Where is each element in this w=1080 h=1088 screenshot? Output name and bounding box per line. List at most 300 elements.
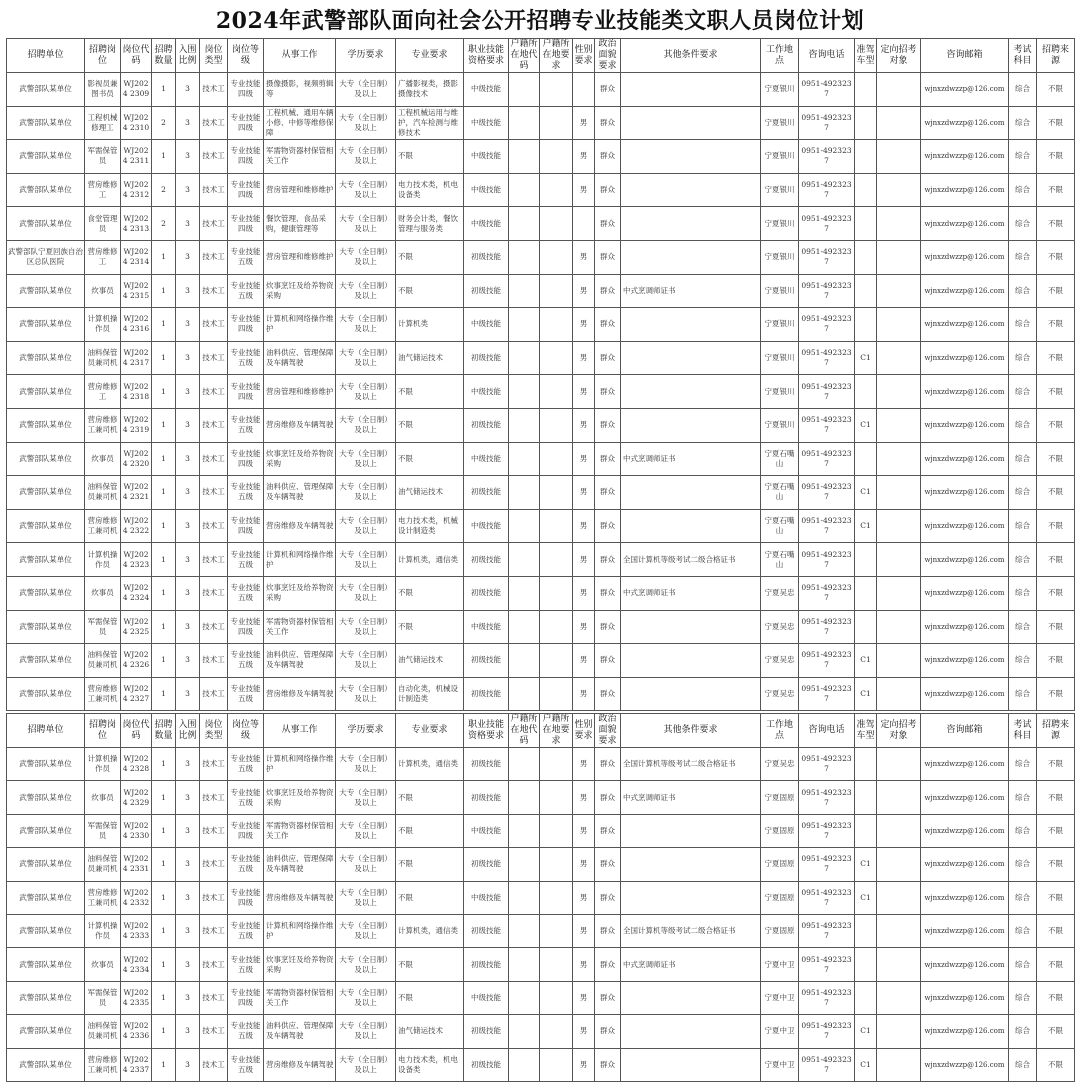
cell-license-type: C1 (855, 341, 877, 375)
cell-education: 大专（全日制）及以上 (336, 948, 396, 981)
cell-count: 1 (152, 1015, 176, 1048)
cell-source: 不限 (1037, 240, 1075, 274)
cell-gender: 男 (573, 408, 595, 442)
cell-hukou-code (509, 677, 540, 711)
cell-license-type: C1 (855, 848, 877, 881)
cell-education: 大专（全日制）及以上 (336, 677, 396, 711)
cell-post-level: 专业技能五级 (228, 677, 264, 711)
table-row (7, 610, 1075, 644)
cell-ratio: 3 (176, 677, 200, 711)
cell-code: WJ2024 2315 (121, 274, 152, 308)
cell-code: WJ2024 2317 (121, 341, 152, 375)
cell-unit: 武警部队某单位 (7, 610, 85, 644)
cell-license-type (855, 207, 877, 241)
table-row (7, 442, 1075, 476)
cell-other-requirements: 中式烹调师证书 (621, 442, 761, 476)
cell-gender: 男 (573, 748, 595, 781)
header-row (7, 714, 1075, 748)
cell-major: 不限 (396, 781, 464, 814)
cell-post-type: 技术工 (200, 1048, 228, 1081)
cell-work-location: 宁夏固原 (761, 914, 799, 947)
header-political-status: 政治面貌要求 (595, 39, 621, 73)
cell-phone: 0951-4923237 (799, 881, 855, 914)
cell-gender: 男 (573, 274, 595, 308)
cell-major: 油气储运技术 (396, 1015, 464, 1048)
cell-code: WJ2024 2311 (121, 140, 152, 174)
cell-count: 1 (152, 308, 176, 342)
cell-gender: 男 (573, 814, 595, 847)
cell-skill-qualification: 中级技能 (464, 140, 509, 174)
cell-ratio: 3 (176, 408, 200, 442)
cell-post: 炊事员 (85, 576, 121, 610)
cell-work-location: 宁夏固原 (761, 781, 799, 814)
cell-major: 不限 (396, 848, 464, 881)
cell-source: 不限 (1037, 781, 1075, 814)
header-targeted-candidates: 定向招考对象 (877, 714, 921, 748)
header-hukou-requirement: 户籍所在地要求 (540, 39, 573, 73)
cell-code: WJ2024 2325 (121, 610, 152, 644)
cell-targeted-candidates (877, 948, 921, 981)
cell-email: wjnxzdwzzp@126.com (921, 308, 1009, 342)
cell-email: wjnxzdwzzp@126.com (921, 814, 1009, 847)
cell-post-type: 技术工 (200, 442, 228, 476)
cell-major: 不限 (396, 442, 464, 476)
cell-hukou-code (509, 576, 540, 610)
cell-targeted-candidates (877, 610, 921, 644)
cell-hukou-code (509, 341, 540, 375)
cell-hukou-code (509, 1015, 540, 1048)
cell-other-requirements: 中式烹调师证书 (621, 781, 761, 814)
cell-other-requirements (621, 173, 761, 207)
cell-work: 餐饮管理、食品采购，健康管理等 (264, 207, 336, 241)
cell-phone: 0951-4923237 (799, 240, 855, 274)
cell-education: 大专（全日制）及以上 (336, 173, 396, 207)
cell-post-level: 专业技能五级 (228, 1048, 264, 1081)
cell-post: 营房维修工 (85, 240, 121, 274)
cell-post-type: 技术工 (200, 677, 228, 711)
cell-unit: 武警部队某单位 (7, 1015, 85, 1048)
cell-post-level: 专业技能四级 (228, 509, 264, 543)
cell-exam-subject: 综合 (1009, 981, 1037, 1014)
cell-code: WJ2024 2320 (121, 442, 152, 476)
cell-phone: 0951-4923237 (799, 375, 855, 409)
cell-work-location: 宁夏中卫 (761, 1048, 799, 1081)
cell-ratio: 3 (176, 543, 200, 577)
cell-gender: 男 (573, 240, 595, 274)
table-row (7, 408, 1075, 442)
cell-post-type: 技术工 (200, 848, 228, 881)
cell-post: 营房维修工兼司机 (85, 509, 121, 543)
cell-gender: 男 (573, 1048, 595, 1081)
cell-education: 大专（全日制）及以上 (336, 543, 396, 577)
cell-license-type (855, 173, 877, 207)
header-post-type: 岗位类型 (200, 39, 228, 73)
cell-post-level: 专业技能五级 (228, 948, 264, 981)
cell-work-location: 宁夏石嘴山 (761, 543, 799, 577)
cell-phone: 0951-4923237 (799, 173, 855, 207)
cell-exam-subject: 综合 (1009, 240, 1037, 274)
cell-email: wjnxzdwzzp@126.com (921, 173, 1009, 207)
cell-major: 不限 (396, 814, 464, 847)
cell-skill-qualification: 初级技能 (464, 1048, 509, 1081)
cell-post-level: 专业技能四级 (228, 106, 264, 140)
cell-unit: 武警部队某单位 (7, 173, 85, 207)
cell-hukou-code (509, 375, 540, 409)
cell-count: 1 (152, 814, 176, 847)
cell-education: 大专（全日制）及以上 (336, 1015, 396, 1048)
header-post-type: 岗位类型 (200, 714, 228, 748)
cell-email: wjnxzdwzzp@126.com (921, 781, 1009, 814)
header-code: 岗位代码 (121, 39, 152, 73)
cell-work: 军需物资器材保管相关工作 (264, 981, 336, 1014)
cell-post-type: 技术工 (200, 543, 228, 577)
cell-license-type (855, 106, 877, 140)
cell-post: 油料保管员兼司机 (85, 644, 121, 678)
cell-license-type (855, 308, 877, 342)
cell-code: WJ2024 2316 (121, 308, 152, 342)
cell-work: 计算机和网络操作维护 (264, 308, 336, 342)
cell-hukou-requirement (540, 576, 573, 610)
cell-email: wjnxzdwzzp@126.com (921, 1015, 1009, 1048)
cell-work-location: 宁夏石嘴山 (761, 442, 799, 476)
cell-email: wjnxzdwzzp@126.com (921, 610, 1009, 644)
table-row (7, 173, 1075, 207)
cell-post-level: 专业技能五级 (228, 848, 264, 881)
cell-phone: 0951-4923237 (799, 140, 855, 174)
cell-hukou-requirement (540, 848, 573, 881)
cell-ratio: 3 (176, 207, 200, 241)
cell-count: 1 (152, 341, 176, 375)
header-license-type: 准驾车型 (855, 39, 877, 73)
cell-skill-qualification: 初级技能 (464, 677, 509, 711)
cell-education: 大专（全日制）及以上 (336, 408, 396, 442)
cell-work: 油料供应、管理保障及车辆驾驶 (264, 848, 336, 881)
cell-skill-qualification: 中级技能 (464, 375, 509, 409)
cell-ratio: 3 (176, 240, 200, 274)
cell-phone: 0951-4923237 (799, 408, 855, 442)
cell-count: 1 (152, 375, 176, 409)
header-unit: 招聘单位 (7, 39, 85, 73)
cell-gender: 男 (573, 341, 595, 375)
cell-count: 1 (152, 240, 176, 274)
cell-phone: 0951-4923237 (799, 509, 855, 543)
cell-ratio: 3 (176, 848, 200, 881)
header-gender: 性别要求 (573, 714, 595, 748)
cell-political-status: 群众 (595, 509, 621, 543)
cell-exam-subject: 综合 (1009, 173, 1037, 207)
cell-license-type (855, 914, 877, 947)
cell-gender: 男 (573, 848, 595, 881)
cell-hukou-requirement (540, 207, 573, 241)
cell-unit: 武警部队某单位 (7, 576, 85, 610)
table-row (7, 848, 1075, 881)
cell-skill-qualification: 初级技能 (464, 408, 509, 442)
header-row (7, 39, 1075, 73)
cell-work-location: 宁夏固原 (761, 814, 799, 847)
cell-exam-subject: 综合 (1009, 610, 1037, 644)
cell-targeted-candidates (877, 848, 921, 881)
cell-education: 大专（全日制）及以上 (336, 106, 396, 140)
cell-post-type: 技术工 (200, 948, 228, 981)
cell-skill-qualification: 初级技能 (464, 476, 509, 510)
cell-count: 1 (152, 948, 176, 981)
cell-phone: 0951-4923237 (799, 106, 855, 140)
cell-phone: 0951-4923237 (799, 981, 855, 1014)
cell-work-location: 宁夏中卫 (761, 981, 799, 1014)
cell-work: 营房维修及车辆驾驶 (264, 1048, 336, 1081)
cell-targeted-candidates (877, 442, 921, 476)
cell-license-type: C1 (855, 509, 877, 543)
cell-post-type: 技术工 (200, 781, 228, 814)
cell-work: 炊事烹饪及给养物资采购 (264, 274, 336, 308)
cell-work-location: 宁夏银川 (761, 106, 799, 140)
cell-targeted-candidates (877, 341, 921, 375)
cell-targeted-candidates (877, 509, 921, 543)
cell-exam-subject: 综合 (1009, 848, 1037, 881)
cell-code: WJ2024 2330 (121, 814, 152, 847)
cell-other-requirements (621, 881, 761, 914)
cell-other-requirements (621, 308, 761, 342)
cell-hukou-requirement (540, 274, 573, 308)
cell-hukou-code (509, 848, 540, 881)
cell-exam-subject: 综合 (1009, 442, 1037, 476)
cell-hukou-code (509, 140, 540, 174)
cell-other-requirements (621, 375, 761, 409)
cell-phone: 0951-4923237 (799, 677, 855, 711)
header-work-location: 工作地点 (761, 714, 799, 748)
cell-code: WJ2024 2329 (121, 781, 152, 814)
cell-code: WJ2024 2323 (121, 543, 152, 577)
cell-source: 不限 (1037, 576, 1075, 610)
cell-gender: 男 (573, 476, 595, 510)
cell-post-level: 专业技能四级 (228, 207, 264, 241)
cell-exam-subject: 综合 (1009, 408, 1037, 442)
cell-unit: 武警部队某单位 (7, 106, 85, 140)
cell-unit: 武警部队某单位 (7, 1048, 85, 1081)
cell-hukou-requirement (540, 677, 573, 711)
header-major: 专业要求 (396, 39, 464, 73)
table-row (7, 981, 1075, 1014)
cell-major: 计算机类 (396, 308, 464, 342)
cell-political-status: 群众 (595, 140, 621, 174)
cell-post-type: 技术工 (200, 644, 228, 678)
cell-gender: 男 (573, 173, 595, 207)
cell-education: 大专（全日制）及以上 (336, 442, 396, 476)
cell-unit: 武警部队某单位 (7, 442, 85, 476)
cell-work: 炊事烹饪及给养物资采购 (264, 948, 336, 981)
cell-political-status: 群众 (595, 848, 621, 881)
cell-source: 不限 (1037, 1015, 1075, 1048)
cell-skill-qualification: 初级技能 (464, 644, 509, 678)
header-targeted-candidates: 定向招考对象 (877, 39, 921, 73)
cell-count: 1 (152, 848, 176, 881)
cell-post-level: 专业技能五级 (228, 914, 264, 947)
cell-code: WJ2024 2322 (121, 509, 152, 543)
cell-political-status: 群众 (595, 274, 621, 308)
cell-unit: 武警部队某单位 (7, 881, 85, 914)
cell-post-type: 技术工 (200, 914, 228, 947)
cell-phone: 0951-4923237 (799, 543, 855, 577)
cell-post-type: 技术工 (200, 308, 228, 342)
table-row (7, 240, 1075, 274)
cell-gender: 男 (573, 140, 595, 174)
cell-other-requirements: 全国计算机等级考试二级合格证书 (621, 914, 761, 947)
cell-email: wjnxzdwzzp@126.com (921, 207, 1009, 241)
cell-ratio: 3 (176, 814, 200, 847)
header-hukou-code: 户籍所在地代码 (510, 39, 538, 71)
cell-work-location: 宁夏吴忠 (761, 748, 799, 781)
cell-phone: 0951-4923237 (799, 576, 855, 610)
cell-hukou-requirement (540, 1015, 573, 1048)
cell-source: 不限 (1037, 748, 1075, 781)
cell-work: 营房维修及车辆驾驶 (264, 677, 336, 711)
cell-skill-qualification: 初级技能 (464, 748, 509, 781)
cell-post-level: 专业技能四级 (228, 442, 264, 476)
cell-license-type (855, 948, 877, 981)
cell-exam-subject: 综合 (1009, 1048, 1037, 1081)
cell-unit: 武警部队某单位 (7, 948, 85, 981)
cell-hukou-code (509, 981, 540, 1014)
cell-hukou-code (509, 173, 540, 207)
cell-license-type (855, 240, 877, 274)
cell-code: WJ2024 2313 (121, 207, 152, 241)
cell-hukou-code (509, 207, 540, 241)
cell-major: 电力技术类，机械设计制造类 (396, 509, 464, 543)
cell-post: 油料保管员兼司机 (85, 1015, 121, 1048)
cell-targeted-candidates (877, 576, 921, 610)
cell-major: 计算机类，通信类 (396, 914, 464, 947)
cell-post-level: 专业技能五级 (228, 476, 264, 510)
cell-work-location: 宁夏银川 (761, 375, 799, 409)
cell-post: 计算机操作员 (85, 543, 121, 577)
cell-post-type: 技术工 (200, 375, 228, 409)
cell-exam-subject: 综合 (1009, 881, 1037, 914)
cell-source: 不限 (1037, 73, 1075, 107)
cell-education: 大专（全日制）及以上 (336, 748, 396, 781)
cell-email: wjnxzdwzzp@126.com (921, 106, 1009, 140)
cell-phone: 0951-4923237 (799, 948, 855, 981)
table-row (7, 73, 1075, 107)
cell-political-status: 群众 (595, 610, 621, 644)
cell-ratio: 3 (176, 308, 200, 342)
cell-major: 不限 (396, 576, 464, 610)
cell-phone: 0951-4923237 (799, 207, 855, 241)
cell-major: 计算机类，通信类 (396, 543, 464, 577)
cell-major: 电力技术类，机电设备类 (396, 1048, 464, 1081)
cell-count: 1 (152, 881, 176, 914)
cell-other-requirements (621, 106, 761, 140)
cell-email: wjnxzdwzzp@126.com (921, 881, 1009, 914)
cell-post-type: 技术工 (200, 207, 228, 241)
cell-code: WJ2024 2312 (121, 173, 152, 207)
cell-license-type: C1 (855, 1015, 877, 1048)
cell-ratio: 3 (176, 1015, 200, 1048)
cell-phone: 0951-4923237 (799, 308, 855, 342)
cell-major: 电力技术类，机电设备类 (396, 173, 464, 207)
cell-other-requirements (621, 677, 761, 711)
cell-hukou-code (509, 240, 540, 274)
cell-work: 计算机和网络操作维护 (264, 914, 336, 947)
table-row (7, 140, 1075, 174)
cell-major: 不限 (396, 240, 464, 274)
cell-ratio: 3 (176, 981, 200, 1014)
cell-hukou-code (509, 1048, 540, 1081)
cell-gender: 男 (573, 106, 595, 140)
cell-major: 工程机械运用与维护，汽车检测与维修技术 (396, 106, 464, 140)
cell-education: 大专（全日制）及以上 (336, 476, 396, 510)
cell-email: wjnxzdwzzp@126.com (921, 576, 1009, 610)
cell-code: WJ2024 2318 (121, 375, 152, 409)
cell-work: 油料供应、管理保障及车辆驾驶 (264, 1015, 336, 1048)
cell-count: 1 (152, 274, 176, 308)
cell-work: 营房管理和维修维护 (264, 173, 336, 207)
cell-source: 不限 (1037, 476, 1075, 510)
cell-license-type (855, 274, 877, 308)
cell-source: 不限 (1037, 375, 1075, 409)
cell-email: wjnxzdwzzp@126.com (921, 408, 1009, 442)
cell-hukou-requirement (540, 408, 573, 442)
cell-phone: 0951-4923237 (799, 476, 855, 510)
cell-education: 大专（全日制）及以上 (336, 610, 396, 644)
cell-targeted-candidates (877, 408, 921, 442)
cell-work-location: 宁夏固原 (761, 848, 799, 881)
cell-post-level: 专业技能四级 (228, 308, 264, 342)
cell-phone: 0951-4923237 (799, 1048, 855, 1081)
cell-gender: 男 (573, 881, 595, 914)
header-work: 从事工作 (264, 39, 336, 73)
cell-code: WJ2024 2335 (121, 981, 152, 1014)
cell-hukou-code (509, 948, 540, 981)
header-post: 招聘岗位 (85, 39, 121, 73)
cell-gender: 男 (573, 576, 595, 610)
cell-education: 大专（全日制）及以上 (336, 308, 396, 342)
cell-count: 1 (152, 914, 176, 947)
cell-political-status: 群众 (595, 814, 621, 847)
cell-exam-subject: 综合 (1009, 106, 1037, 140)
cell-work-location: 宁夏银川 (761, 140, 799, 174)
cell-unit: 武警部队某单位 (7, 981, 85, 1014)
cell-skill-qualification: 初级技能 (464, 576, 509, 610)
cell-exam-subject: 综合 (1009, 308, 1037, 342)
cell-license-type: C1 (855, 476, 877, 510)
cell-license-type (855, 442, 877, 476)
cell-source: 不限 (1037, 442, 1075, 476)
cell-ratio: 3 (176, 948, 200, 981)
cell-unit: 武警部队某单位 (7, 848, 85, 881)
cell-major: 油气储运技术 (396, 644, 464, 678)
cell-post-type: 技术工 (200, 509, 228, 543)
cell-post-type: 技术工 (200, 173, 228, 207)
cell-code: WJ2024 2324 (121, 576, 152, 610)
cell-hukou-code (509, 814, 540, 847)
cell-work: 炊事烹饪及给养物资采购 (264, 576, 336, 610)
cell-work-location: 宁夏中卫 (761, 948, 799, 981)
cell-exam-subject: 综合 (1009, 476, 1037, 510)
cell-unit: 武警部队某单位 (7, 274, 85, 308)
cell-post-level: 专业技能五级 (228, 576, 264, 610)
cell-skill-qualification: 中级技能 (464, 881, 509, 914)
cell-post: 营房维修工兼司机 (85, 1048, 121, 1081)
cell-hukou-requirement (540, 781, 573, 814)
cell-phone: 0951-4923237 (799, 914, 855, 947)
cell-education: 大专（全日制）及以上 (336, 509, 396, 543)
cell-work: 工程机械、通用车辆小修、中修等维修保障 (264, 106, 336, 140)
cell-post-type: 技术工 (200, 476, 228, 510)
cell-gender: 男 (573, 1015, 595, 1048)
cell-gender (573, 73, 595, 107)
cell-work-location: 宁夏石嘴山 (761, 509, 799, 543)
cell-targeted-candidates (877, 274, 921, 308)
